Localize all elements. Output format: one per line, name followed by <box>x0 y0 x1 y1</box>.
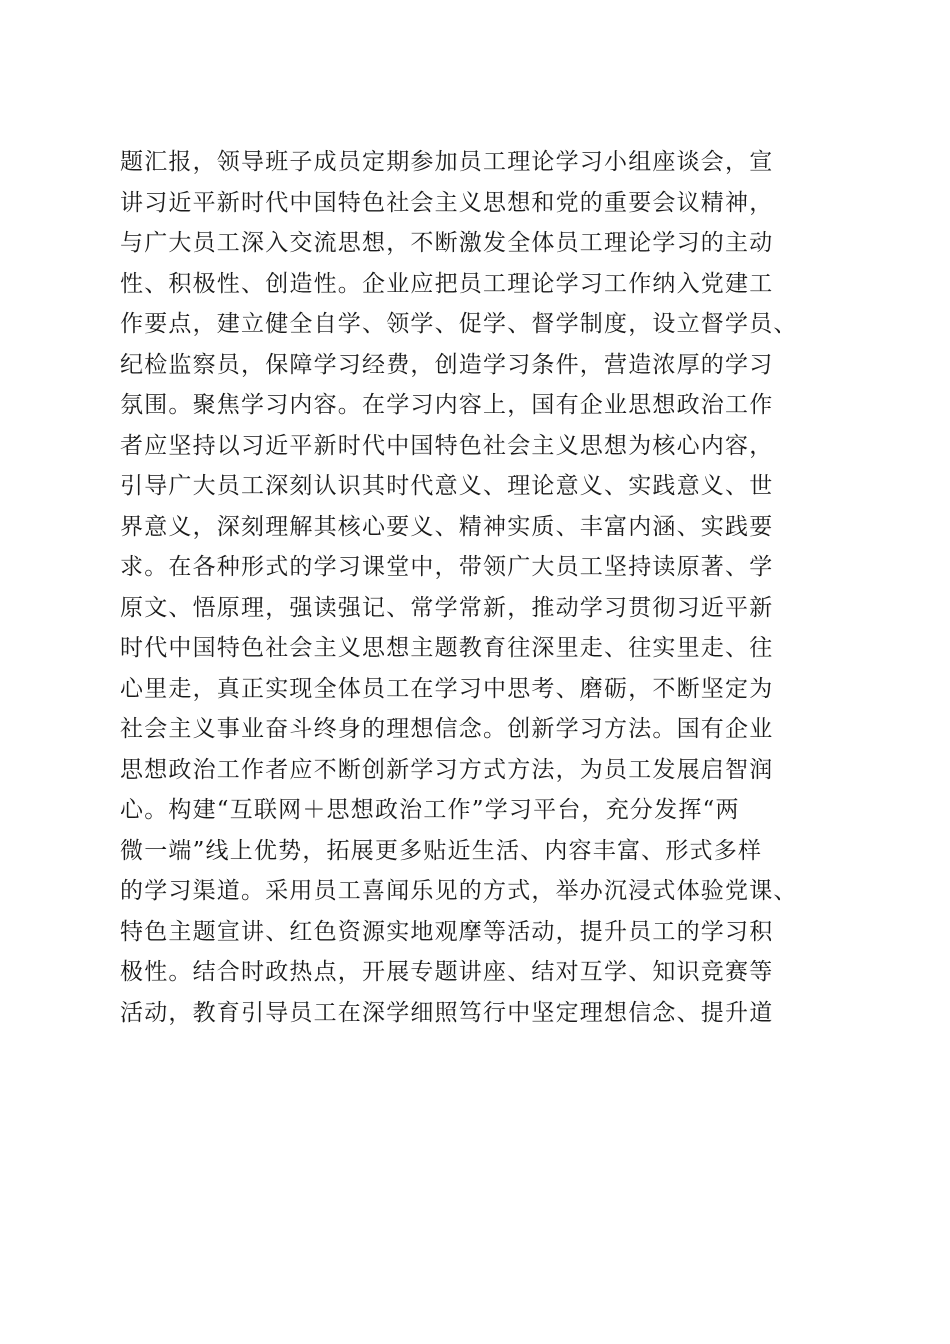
text-line: 求。在各种形式的学习课堂中，带领广大员工坚持读原著、学 <box>120 554 774 580</box>
text-line: 极性。结合时政热点，开展专题讲座、结对互学、知识竞赛等 <box>120 959 774 985</box>
text-line: 微一端”线上优势，拓展更多贴近生活、内容丰富、形式多样 <box>120 837 763 864</box>
text-line: 活动，教育引导员工在深学细照笃行中坚定理想信念、提升道 <box>120 999 774 1026</box>
text-line: 作要点，建立健全自学、领学、促学、督学制度，设立督学员、 <box>120 311 798 337</box>
text-line: 社会主义事业奋斗终身的理想信念。创新学习方法。国有企业 <box>120 716 774 742</box>
text-line: 心里走，真正实现全体员工在学习中思考、磨砺，不断坚定为 <box>120 675 774 702</box>
text-line: 思想政治工作者应不断创新学习方式方法，为员工发展启智润 <box>120 756 774 783</box>
text-line: 性、积极性、创造性。企业应把员工理论学习工作纳入党建工 <box>120 270 774 297</box>
text-line: 纪检监察员，保障学习经费，创造学习条件，营造浓厚的学习 <box>120 351 774 378</box>
text-line: 讲习近平新时代中国特色社会主义思想和党的重要会议精神， <box>120 189 774 216</box>
text-line: 的学习渠道。采用员工喜闻乐见的方式，举办沉浸式体验党课、 <box>120 878 798 904</box>
text-line: 者应坚持以习近平新时代中国特色社会主义思想为核心内容， <box>120 432 774 459</box>
text-line: 引导广大员工深刻认识其时代意义、理论意义、实践意义、世 <box>120 473 774 499</box>
text-line: 题汇报，领导班子成员定期参加员工理论学习小组座谈会，宣 <box>120 149 774 175</box>
text-line: 时代中国特色社会主义思想主题教育往深里走、往实里走、往 <box>120 635 774 661</box>
text-line: 界意义，深刻理解其核心要义、精神实质、丰富内涵、实践要 <box>120 513 774 540</box>
text-line: 氛围。聚焦学习内容。在学习内容上，国有企业思想政治工作 <box>120 392 774 418</box>
body-text <box>120 142 840 1033</box>
text-line: 特色主题宣讲、红色资源实地观摩等活动，提升员工的学习积 <box>120 918 774 945</box>
text-line: 与广大员工深入交流思想，不断激发全体员工理论学习的主动 <box>120 230 774 256</box>
text-line: 心。构建“互联网＋思想政治工作”学习平台，充分发挥“两 <box>120 797 740 823</box>
text-line: 原文、悟原理，强读强记、常学常新，推动学习贯彻习近平新 <box>120 594 774 621</box>
